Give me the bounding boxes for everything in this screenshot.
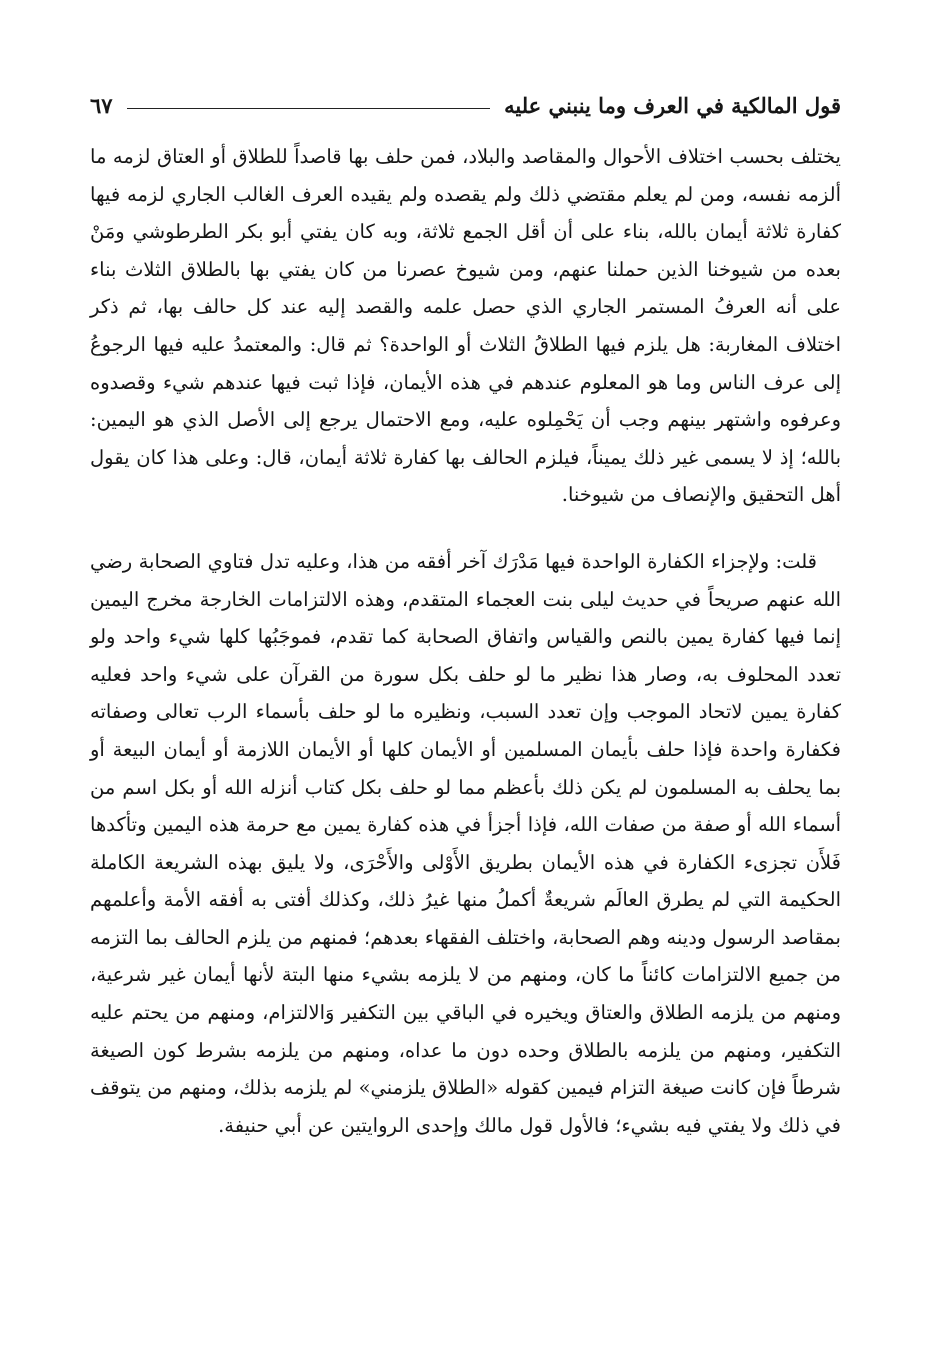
paragraph: يختلف بحسب اختلاف الأحوال والمقاصد والبلاد، فمن حلف بها قاصداً للطلاق أو العتاق لزمه ما ألزمه نفسه، ومن لم يعلم مقتضي ذلك ولم يقصده ولم يقيده العرف الغالب الجاري لزمه فيها كفارة ثلاثة أيمان بالله، بناء على أن أقل الجمع ثلاثة، وبه كان يفتي أبو بكر الطرطوشي ومَنْ بعده من شيوخنا الذين حملنا عنهم، ومن شيوخ عصرنا من كان يفتي بها بالطلاق الثلاث بناء على أنه العرفُ المستمر الجاري الذي حصل علمه والقصد إليه عند كل حالف بها، ثم ذكر اختلاف المغاربة: هل يلزم فيها الطلاقُ الثلاث أو الواحدة؟ ثم قال: والمعتمدُ عليه فيها الرجوعُ إلى عرف الناس وما هو المعلوم عندهم في هذه الأيمان، فإذا ثبت فيها عندهم شيء وقصدوه وعرفوه واشتهر بينهم وجب أن يَحْمِلوه عليه، ومع الاحتمال يرجع إلى الأصل الذي هو اليمين: بالله؛ إذ لا يسمى غير ذلك يميناً، فيلزم الحالف بها كفارة ثلاثة أيمان، قال: وعلى هذا كان يقول أهل التحقيق والإنصاف من شيوخنا. <box>90 145 841 507</box>
page-header <box>90 88 841 122</box>
paragraph: قلت: ولإجزاء الكفارة الواحدة فيها مَدْرَك آخر أفقه من هذا، وعليه تدل فتاوي الصحابة رضي الله عنهم صريحاً في حديث ليلى بنت العجماء المتقدم، وهذه الالتزامات الخارجة مخرج اليمين إنما فيها كفارة يمين بالنص والقياس واتفاق الصحابة كما تقدم، فموجَبُها كلها شيء واحد ولو تعدد المحلوف به، وصار هذا نظير ما لو حلف بكل سورة من القرآن على شيء واحد فعليه كفارة يمين لاتحاد الموجب وإن تعدد السبب، ونظيره ما لو حلف بأسماء الرب تعالى وصفاته فكفارة واحدة فإذا حلف بأيمان المسلمين أو الأيمان كلها أو الأيمان اللازمة أو أيمان البيعة أو بما يحلف به المسلمون لم يكن ذلك بأعظم مما لو حلف بكل كتاب أنزله الله أو بكل اسم من أسماء الله أو صفة من صفات الله، فإذا أجزأ في هذه كفارة يمين مع حرمة هذه اليمين وتأكدها فَلأَن تجزىء الكفارة في هذه الأيمان بطريق الأَوْلى والأَحْرَى، ولا يليق بهذه الشريعة الكاملة الحكيمة التي لم يطرق العالَم شريعةٌ أكملُ منها غيرُ ذلك، وكذلك أفتى به أفقه الأمة وأعلمهم بمقاصد الرسول ودينه وهم الصحابة، واختلف الفقهاء بعدهم؛ فمنهم من يلزم الحالف بما التزمه من جميع الالتزامات كائناً ما كان، ومنهم من لا يلزمه بشيء منها البتة لأنها أيمان غير شرعية، ومنهم من يلزمه الطلاق والعتاق ويخيره في الباقي بين التكفير وَالالتزام، ومنهم من يحتم عليه التكفير، ومنهم من يلزمه بالطلاق وحده دون ما عداه، ومنهم من يلزمه بشرط كون الصيغة شرطاً فإن كانت صيغة التزام فيمين كقوله «الطلاق يلزمني» لم يلزمه بذلك، ومنهم من يتوقف في ذلك ولا يفتي فيه بشيء؛ فالأول قول مالك وإحدى الروايتين عن أبي حنيفة. <box>90 549 841 1137</box>
running-title: قول المالكية في العرف وما ينبني عليه <box>504 92 841 118</box>
page-body <box>90 138 841 1144</box>
header-rule <box>127 108 491 109</box>
page-number: ٦٧ <box>90 92 113 118</box>
